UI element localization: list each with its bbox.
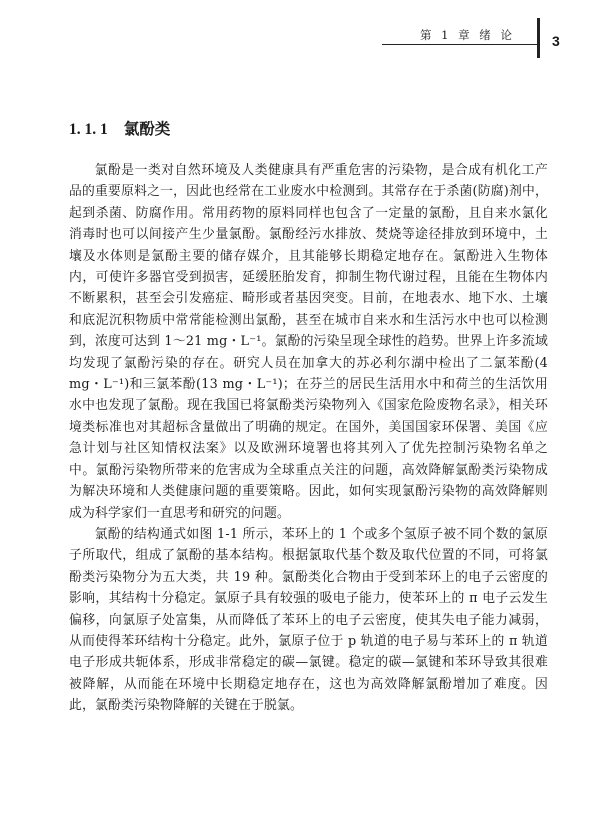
page-number: 3 (552, 33, 560, 49)
section-title: 氯酚类 (123, 119, 171, 138)
header-vertical-bar (537, 18, 540, 58)
section-number: 1. 1. 1 (69, 121, 108, 138)
running-header (0, 20, 614, 60)
paragraph: 氯酚是一类对自然环境及人类健康具有严重危害的污染物，是合成有机化工产品的重要原料之一，因此也经常在工业废水中检测到。其常存在于杀菌(防腐)剂中，起到杀菌、防腐作用。常用药物的原料同样也包含了一定量的氯酚，且自来水氯化消毒时也可以间接产生少量氯酚。氯酚经污水排放、焚烧等途径排放到环境中，土壤及水体则是氯酚主要的储存媒介，且其能够长期稳定地存在。氯酚进入生物体内，可使许多器官受到损害，延缓胚胎发育，抑制生物代谢过程，且能在生物体内不断累积，甚至会引发癌症、畸形或者基因突变。目前，在地表水、地下水、土壤和底泥沉积物质中常常能检测出氯酚，甚至在城市自来水和生活污水中也可以检测到，浓度可达到 1～21 mg・L⁻¹。氯酚的污染呈现全球性的趋势。世界上许多流域均发现了氯酚污染的存在。研究人员在加拿大的苏必利尔湖中检出了二氯苯酚(4 mg・L⁻¹)和三氯苯酚(13 mg・L⁻¹)；在芬兰的居民生活用水中和荷兰的生活饮用水中也发现了氯酚。现在我国已将氯酚类污染物列入《国家危险废物名录》，相关环境类标准也对其超标含量做出了明确的规定。在国外，美国国家环保署、美国《应急计划与社区知情权法案》以及欧洲环境署也将其列入了优先控制污染物名单之中。氯酚污染物所带来的危害成为全球重点关注的问题，高效降解氯酚类污染物成为解决环境和人类健康问题的重要策略。因此，如何实现氯酚污染物的高效降解则成为科学家们一直思考和研究的问题。 (69, 163, 548, 521)
section-heading (69, 117, 170, 139)
body-text (69, 160, 548, 717)
paragraph: 氯酚的结构通式如图 1-1 所示，苯环上的 1 个或多个氢原子被不同个数的氯原子所取代，组成了氯酚的基本结构。根据氯取代基个数及取代位置的不同，可将氯酚类污染物分为五大类，共 19 种。氯酚类化合物由于受到苯环上的电子云密度的影响，其结构十分稳定。氯原子具有较强的吸电子能力，使苯环上的 π 电子云发生偏移，向氯原子处富集，从而降低了苯环上的电子云密度，使其失电子能力减弱，从而使得苯环结构十分稳定。此外，氯原子位于 p 轨道的电子易与苯环上的 π 轨道电子形成共轭体系，形成非常稳定的碳—氯键。稳定的碳—氯键和苯环导致其很难被降解，从而能在环境中长期稳定地存在，这也为高效降解氯酚增加了难度。因此，氯酚类污染物降解的关键在于脱氯。 (69, 526, 548, 714)
chapter-label: 第 1 章 绪 论 (420, 28, 515, 42)
header-rule (382, 44, 538, 45)
